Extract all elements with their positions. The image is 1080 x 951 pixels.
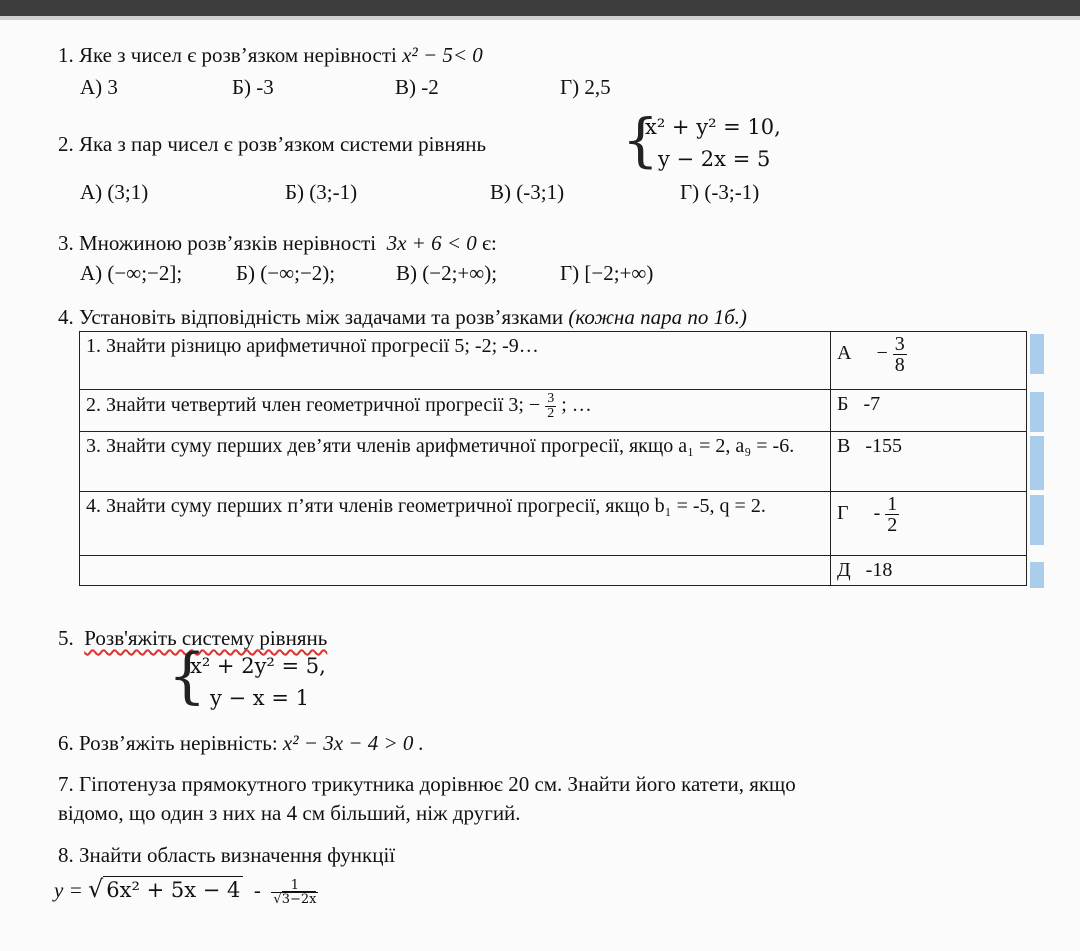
q1-option-d: Г) 2,5	[560, 75, 611, 99]
q5-equation-1: x² + 2y² = 5,	[190, 654, 326, 678]
q2-equation-1: x² + y² = 10,	[645, 115, 781, 139]
answer-cell	[831, 556, 1027, 586]
sqrt-icon: √	[88, 875, 104, 903]
fraction-denominator: 2	[887, 514, 898, 536]
answer-letter: Д	[837, 559, 851, 581]
q3-question: 3. Множиною розв’язків нерівності	[58, 231, 377, 255]
q8-denominator-radicand: 3−2x	[281, 891, 317, 907]
q8-lhs: y =	[54, 878, 83, 902]
task-cell: 1. Знайти різницю арифметичної прогресії 5; -2; -9…	[80, 332, 831, 390]
task-tail: ; …	[561, 394, 592, 417]
answer-sign: −	[876, 342, 888, 365]
q2-option-b: Б) (3;-1)	[285, 180, 358, 204]
q3-option-d: Г) [−2;+∞)	[560, 261, 654, 285]
answer-value: -155	[865, 435, 903, 457]
q5-equation-2: y − x = 1	[210, 686, 309, 710]
q1-option-b: Б) -3	[232, 75, 274, 99]
top-bar-shadow	[0, 16, 1080, 20]
q4-question: 4. Установіть відповідність між задачами та розв’язками	[58, 305, 564, 329]
answer-cell	[831, 432, 1027, 492]
q1-expression: x² − 5< 0	[402, 43, 483, 67]
task-cell: 4. Знайти суму перших п’яти членів геометричної прогресії, якщо b₁ = -5, q = 2.	[80, 492, 831, 556]
answer-letter: Г	[837, 502, 849, 525]
q6-text	[58, 730, 424, 756]
task-fraction	[545, 392, 556, 421]
q4-text	[58, 304, 747, 330]
table-row	[80, 432, 1027, 492]
task-cell	[80, 556, 831, 586]
q5-question: Розв'яжіть систему рівнянь	[84, 626, 328, 650]
q5-number: 5.	[58, 626, 74, 650]
answer-letter: Б	[837, 393, 849, 415]
task-text: 2. Знайти четвертий член геометричної прогресії 3; −	[86, 394, 541, 417]
side-marker	[1030, 436, 1044, 490]
q3-text	[58, 230, 497, 256]
answer-cell	[831, 390, 1027, 432]
fraction-numerator: 1	[271, 879, 318, 893]
fraction-numerator: 1	[887, 493, 898, 515]
q7-line-2: відомо, що один з них на 4 см більший, ніж другий.	[58, 801, 521, 825]
q8-function	[54, 876, 318, 906]
matching-table	[79, 331, 1027, 586]
answer-fraction	[885, 494, 899, 535]
sqrt-icon: √	[273, 891, 282, 907]
answer-fraction	[893, 334, 907, 375]
q3-option-a: А) (−∞;−2];	[80, 261, 183, 285]
q4-note: (кожна пара по 1б.)	[568, 305, 747, 329]
answer-letter: В	[837, 435, 851, 457]
table-row	[80, 390, 1027, 432]
q1-question: 1. Яке з чисел є розв’язком нерівності	[58, 43, 397, 67]
fraction-denominator: 2	[547, 406, 555, 421]
q5-system-brace: {	[168, 641, 207, 711]
fraction-denominator	[271, 893, 318, 906]
q8-fraction	[271, 879, 318, 906]
fraction-denominator: 8	[894, 354, 905, 376]
table-row	[80, 492, 1027, 556]
answer-letter: А	[837, 342, 852, 365]
answer-value: -18	[865, 559, 893, 581]
answer-value: -7	[863, 393, 881, 415]
side-marker	[1030, 334, 1044, 374]
side-marker	[1030, 495, 1044, 545]
answer-cell	[831, 492, 1027, 556]
q2-option-d: Г) (-3;-1)	[680, 180, 760, 204]
fraction-numerator: 3	[894, 333, 905, 355]
side-marker	[1030, 392, 1044, 432]
q8-radicand: 6x² + 5x − 4	[103, 876, 243, 903]
q3-option-b: Б) (−∞;−2);	[236, 261, 336, 285]
q2-system-brace: {	[622, 106, 659, 174]
q2-question: 2. Яка з пар чисел є розв’язком системи рівнянь	[58, 132, 487, 156]
q1-option-c: В) -2	[395, 75, 439, 99]
table-row	[80, 556, 1027, 586]
q7-line-1: 7. Гіпотенуза прямокутного трикутника дорівнює 20 см. Знайти його катети, якщо	[58, 772, 796, 796]
q8-question: 8. Знайти область визначення функції	[58, 843, 396, 867]
task-cell: 3. Знайти суму перших дев’яти членів арифметичної прогресії, якщо a₁ = 2, a₉ = -6.	[80, 432, 831, 492]
answer-cell	[831, 332, 1027, 390]
q2-option-c: В) (-3;1)	[490, 180, 565, 204]
q6-question: 6. Розв’яжіть нерівність:	[58, 731, 278, 755]
q6-expression: x² − 3x − 4 > 0 .	[282, 731, 424, 755]
table-row	[80, 332, 1027, 390]
q1-text	[58, 42, 483, 68]
fraction-numerator: 3	[547, 391, 555, 406]
q3-tail: є:	[482, 231, 497, 255]
q8-minus: -	[253, 878, 261, 902]
q2-option-a: А) (3;1)	[80, 180, 149, 204]
q1-option-a: А) 3	[80, 75, 118, 99]
answer-sign: -	[873, 502, 881, 525]
side-marker	[1030, 562, 1044, 588]
q2-equation-2: y − 2x = 5	[658, 147, 771, 171]
q3-expression: 3x + 6 < 0	[386, 231, 477, 255]
task-cell	[80, 390, 831, 432]
q3-option-c: В) (−2;+∞);	[396, 261, 498, 285]
top-bar	[0, 0, 1080, 16]
